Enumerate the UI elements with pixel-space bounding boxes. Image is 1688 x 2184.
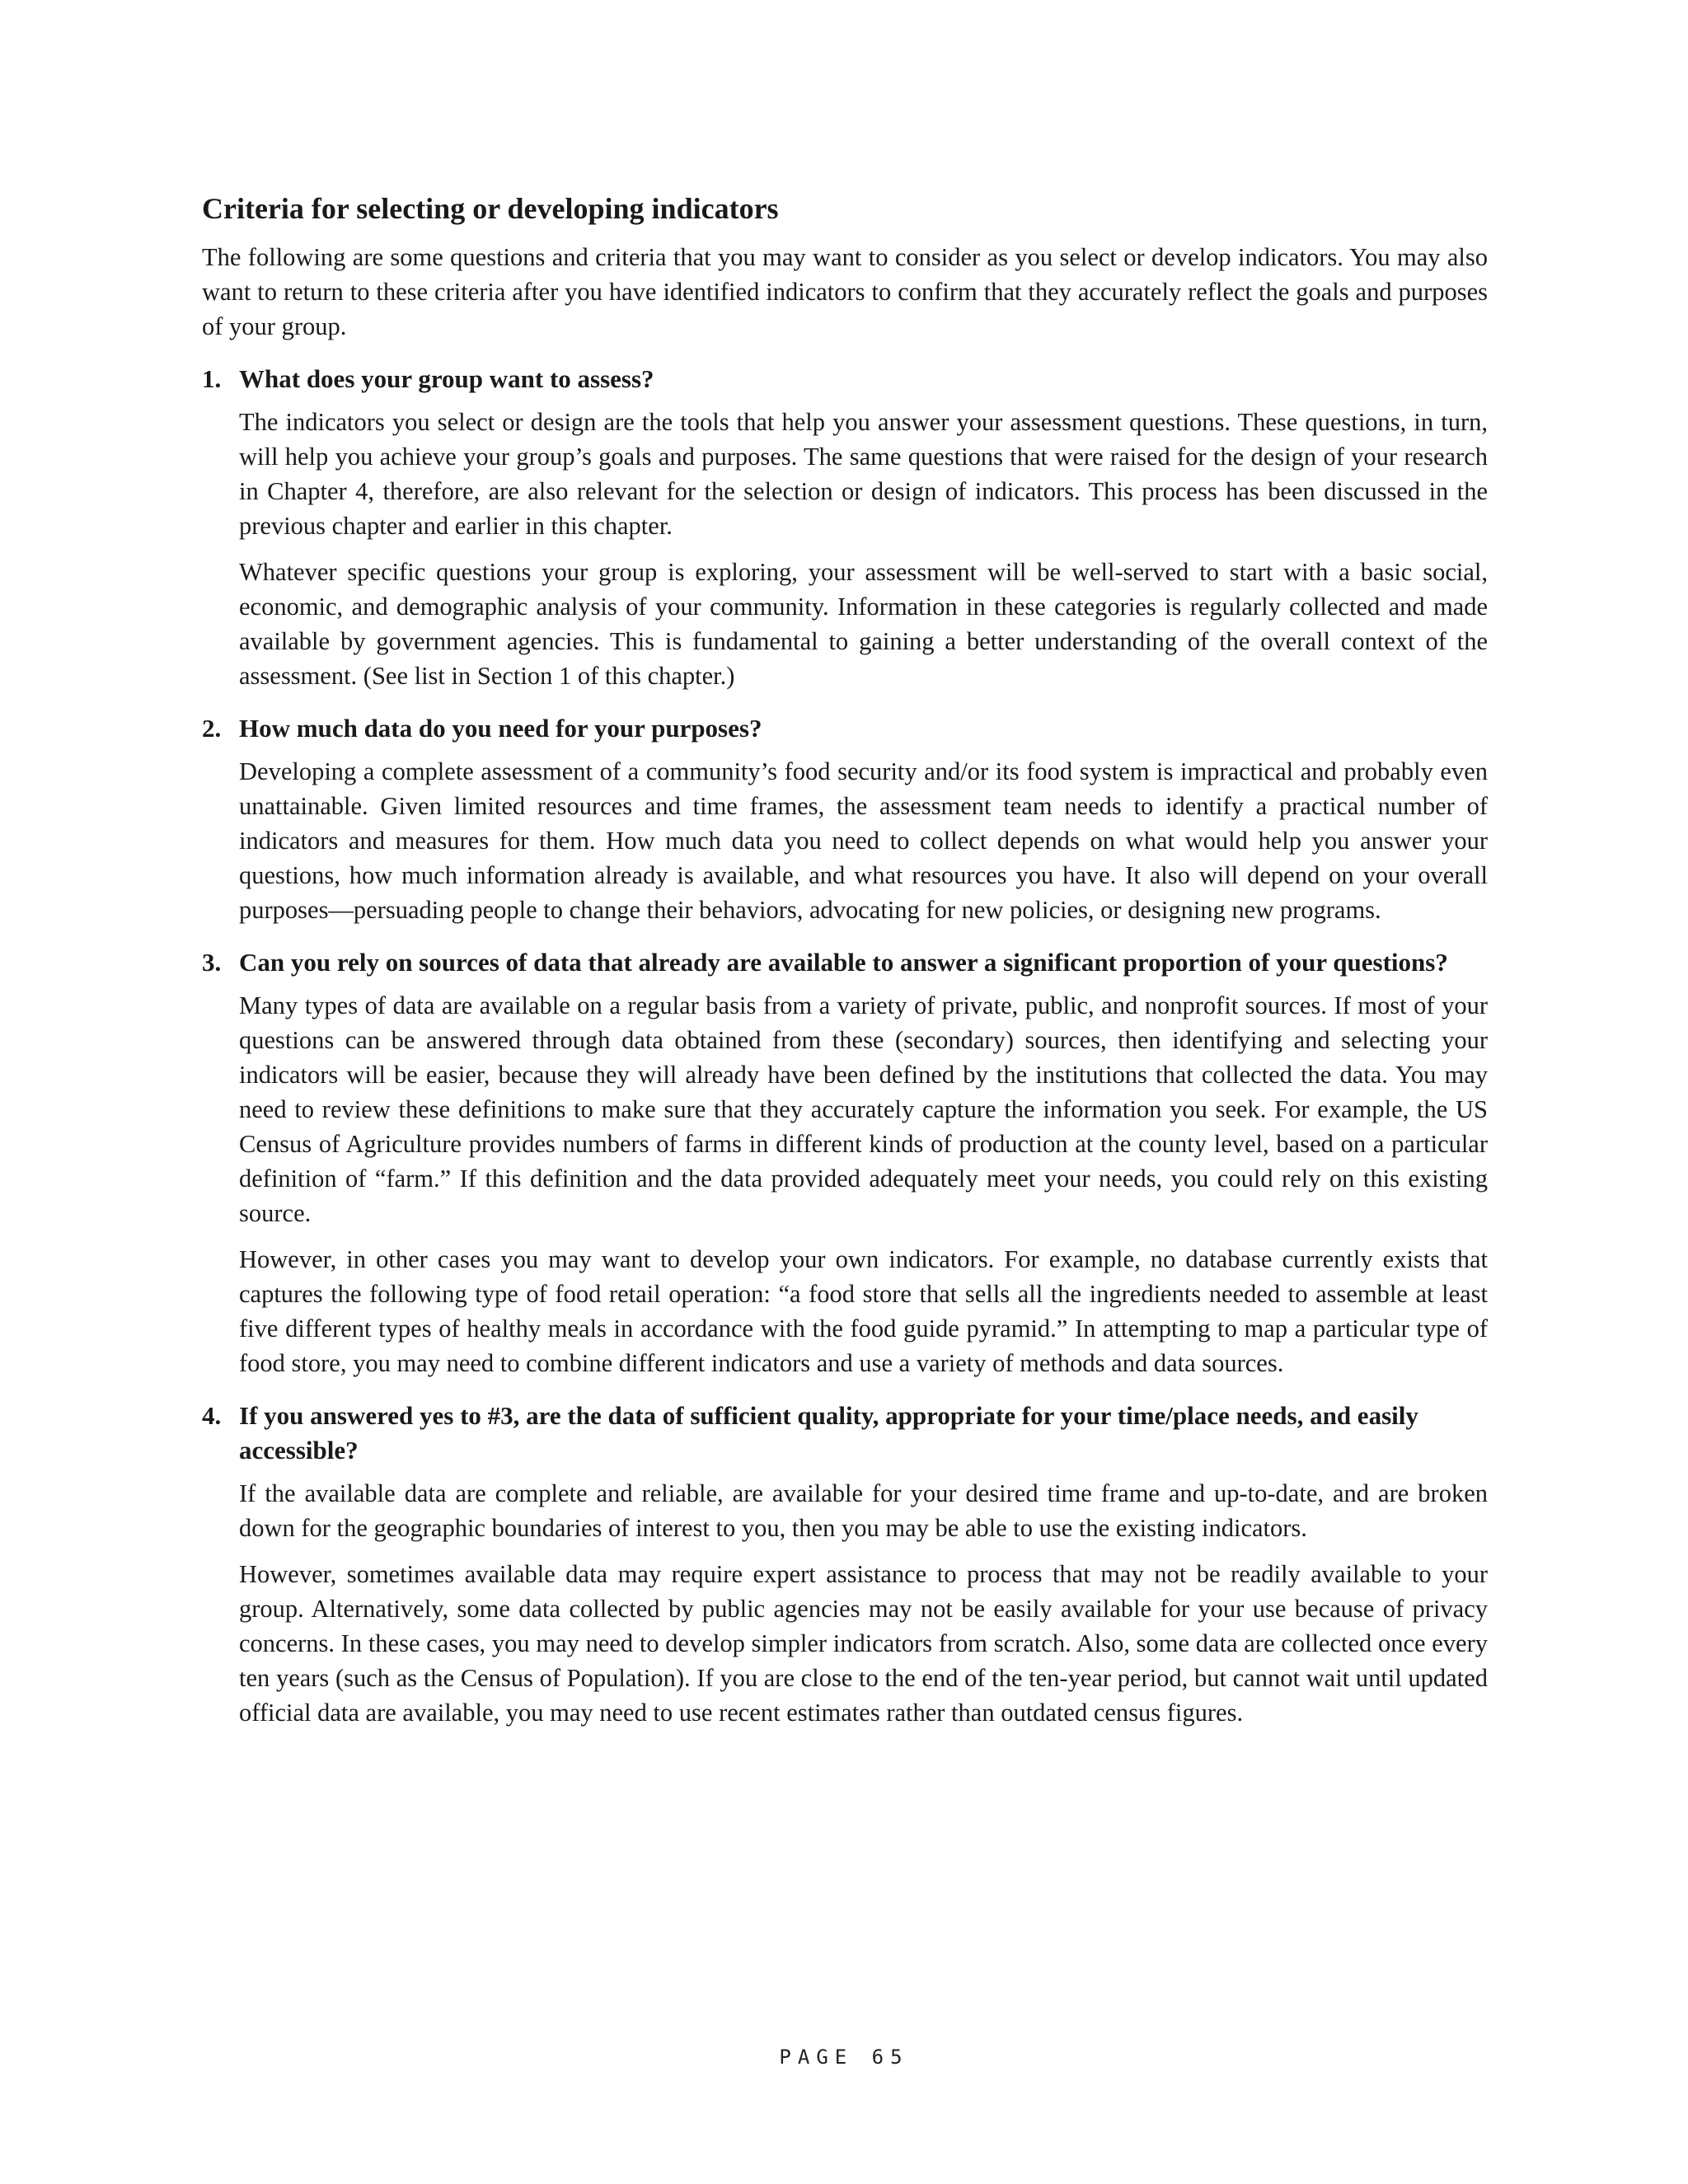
criteria-list xyxy=(202,362,1488,1730)
criteria-item xyxy=(202,362,1488,693)
page-content xyxy=(202,190,1488,1748)
item-paragraph: However, in other cases you may want to develop your own indicators. For example, no database currently exists that captures the following type of food retail operation: “a food store that sells all the ingredients needed to assemble at least five different types of healthy meals in accordance with the food guide pyramid.” In attempting to map a particular type of food store, you may need to combine different indicators and use a variety of methods and data sources. xyxy=(239,1244,1488,1377)
item-question: Can you rely on sources of data that already are available to answer a significant proportion of your questions? xyxy=(239,947,1448,977)
item-paragraph: However, sometimes available data may require expert assistance to process that may not be readily available to your group. Alternatively, some data collected by public agencies may not be easily available for your use because of privacy concerns. In these cases, you may need to develop simpler indicators from scratch. Also, some data are collected once every ten years (such as the Census of Population). If you are close to the end of the ten-year period, but cannot wait until updated official data are available, you may need to use recent estimates rather than outdated census figures. xyxy=(239,1559,1488,1727)
criteria-item xyxy=(202,945,1488,1380)
item-number: 1. xyxy=(202,363,222,393)
item-paragraph: Developing a complete assessment of a community’s food security and/or its food system is impractical and probably even unattainable. Given limited resources and time frames, the assessment team needs to identify a practical number of indicators and measures for them. How much data you need to collect depends on what would help you answer your questions, how much information already is available, and what resources you have. It also will depend on your overall purposes—persuading people to change their behaviors, advocating for new policies, or designing new programs. xyxy=(239,757,1488,924)
item-paragraph: If the available data are complete and reliable, are available for your desired time frame and up-to-date, and are broken down for the geographic boundaries of interest to you, then you may be able to use the existing indicators. xyxy=(239,1479,1488,1542)
item-paragraph: The indicators you select or design are the tools that help you answer your assessment questions. These questions, in turn, will help you achieve your group’s goals and purposes. The same questions that were raised for the design of your research in Chapter 4, therefore, are also relevant for the selection or design of indicators. This process has been discussed in the previous chapter and earlier in this chapter. xyxy=(239,407,1488,540)
item-paragraph: Whatever specific questions your group is exploring, your assessment will be well-served to start with a basic social, economic, and demographic analysis of your community. Information in these categories is regularly collected and made available by government agencies. This is fundamental to gaining a better understanding of the overall context of the assessment. (See list in Section 1 of this chapter.) xyxy=(239,557,1488,690)
item-question: How much data do you need for your purposes? xyxy=(239,713,762,743)
item-paragraph: Many types of data are available on a regular basis from a variety of private, public, and nonprofit sources. If most of your questions can be answered through data obtained from these (secondary) sources, then identifying and selecting your indicators will be easier, because they will already have been defined by the institutions that collected the data. You may need to review these definitions to make sure that they accurately capture the information you seek. For example, the US Census of Agriculture provides numbers of farms in different kinds of production at the county level, based on a particular definition of “farm.” If this definition and the data provided adequately meet your needs, you could rely on this existing source. xyxy=(239,991,1488,1227)
item-question: What does your group want to assess? xyxy=(239,363,654,393)
item-number: 3. xyxy=(202,947,222,977)
page-number: PAGE 65 xyxy=(779,2046,909,2069)
item-question: If you answered yes to #3, are the data of sufficient quality, appropriate for your time/place needs, and easily accessible? xyxy=(239,1400,1418,1465)
intro-paragraph: The following are some questions and criteria that you may want to consider as you select or develop indicators. You may also want to return to these criteria after you have identified indicators to confirm that they accurately reflect the goals and purposes of your group. xyxy=(202,242,1488,340)
item-number: 4. xyxy=(202,1400,222,1430)
item-number: 2. xyxy=(202,713,222,743)
criteria-item xyxy=(202,711,1488,927)
criteria-item xyxy=(202,1399,1488,1730)
section-title: Criteria for selecting or developing indicators xyxy=(202,192,779,225)
